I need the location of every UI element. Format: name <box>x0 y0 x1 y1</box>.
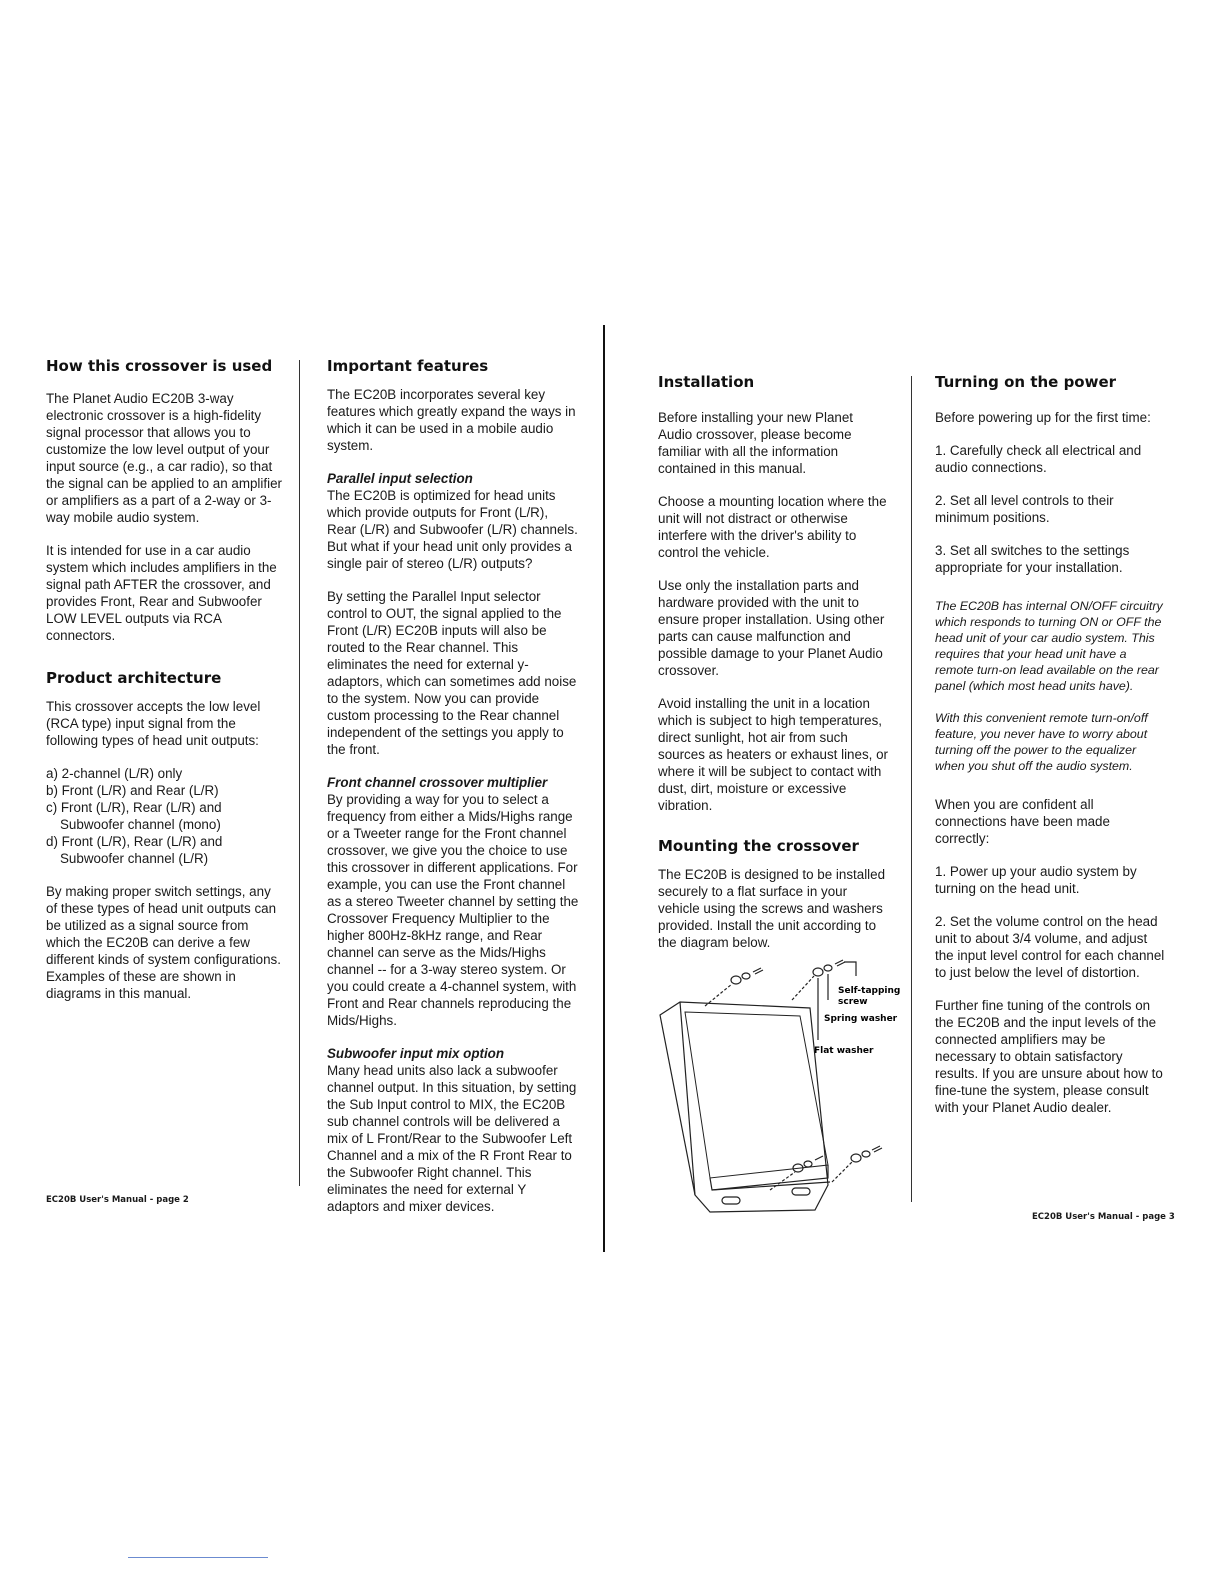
paragraph: When you are confident all connections have been made correctly: <box>935 797 1110 846</box>
paragraph: Before powering up for the first time: <box>935 410 1151 425</box>
step-set-volume: 2. Set the volume control on the head unit to about 3/4 volume, and adjust the input level control for each channel to just below the level of distortion. <box>935 914 1165 980</box>
mounting-diagram <box>650 950 905 1225</box>
paragraph: By providing a way for you to select a frequency from either a Mids/Highs range or a Tweeter range for the Front channel crossover, we give you the choice to use this crossover in different applications. For example, you can use the Front channel as a stereo Tweeter channel by setting the Crossover Frequency Multiplier to the higher 800Hz-8kHz range, and Rear channel can serve as the Mids/Highs channel -- for a 3-way stereo system. Or you could create a 4-channel system, with Front and Rear channels reproducing the Mids/Highs. <box>327 792 579 1028</box>
list-item: d) Front (L/R), Rear (L/R) and Subwoofer channel (L/R) <box>46 834 223 866</box>
heading-product-architecture: Product architecture <box>46 669 222 687</box>
label-self-tapping: Self-tapping <box>838 986 901 996</box>
head-unit-list <box>46 765 282 867</box>
screw-group-bottom-left <box>793 1156 823 1172</box>
label-spring-washer: Spring washer <box>824 1014 898 1024</box>
paragraph: By making proper switch settings, any of these types of head unit outputs can be utilized as a signal source from which the EC20B can derive a few different kinds of system configurations. Examples of these are shown in diagrams in this manual. <box>46 884 281 1001</box>
subheading-crossover-multiplier: Front channel crossover multiplier <box>327 775 548 790</box>
decorative-rule <box>128 1557 268 1558</box>
mounting-slot-right <box>792 1188 810 1195</box>
column-4 <box>935 374 1167 1132</box>
note-remote-turn-on: With this convenient remote turn-on/off feature, you never have to worry about turning off the power to the equalizer when you shut off the audio system. <box>935 711 1148 773</box>
step-2: 2. Set all level controls to their minimum positions. <box>935 493 1114 525</box>
list-item: b) Front (L/R) and Rear (L/R) <box>46 783 219 798</box>
step-power-up: 1. Power up your audio system by turning on the head unit. <box>935 864 1137 896</box>
heading-important-features: Important features <box>327 357 489 375</box>
center-fold-line <box>603 325 605 1252</box>
column-divider <box>911 376 912 1202</box>
column-3 <box>658 374 890 967</box>
screw-group-bottom-right <box>851 1146 882 1162</box>
list-item: a) 2-channel (L/R) only <box>46 766 183 781</box>
crossover-body <box>685 1012 828 1178</box>
heading-mounting: Mounting the crossover <box>658 837 859 855</box>
label-flat-washer: Flat washer <box>814 1046 874 1056</box>
subheading-parallel-input: Parallel input selection <box>327 471 473 486</box>
paragraph: Choose a mounting location where the unit will not distract or otherwise interfere with the driver's ability to control the vehicle. <box>658 494 887 560</box>
paragraph: The EC20B is designed to be installed securely to a flat surface in your vehicle using the screws and washers provided. Install the unit according to the diagram below. <box>658 867 886 950</box>
column-1 <box>46 358 282 1018</box>
paragraph: Use only the installation parts and hardware provided with the unit to ensure proper installation. Using other parts can cause malfunction and possible damage to your Planet Audio crossover. <box>658 578 885 678</box>
heading-turning-on-power: Turning on the power <box>935 373 1117 391</box>
paragraph: Further fine tuning of the controls on the EC20B and the input levels of the connected amplifiers may be necessary to obtain satisfactory results. If you are unsure about how to fine-tune the system, please consult with your Planet Audio dealer. <box>935 998 1163 1115</box>
heading-installation: Installation <box>658 373 755 391</box>
step-3: 3. Set all switches to the settings appropriate for your installation. <box>935 543 1130 575</box>
paragraph: Avoid installing the unit in a location which is subject to high temperatures, direct sunlight, hot air from such sources as heaters or exhaust lines, or where it will be subject to contact with dust, dirt, moisture or excessive vibration. <box>658 696 888 813</box>
paragraph: It is intended for use in a car audio system which includes amplifiers in the signal path AFTER the crossover, and provides Front, Rear and Subwoofer LOW LEVEL outputs via RCA connectors. <box>46 543 277 643</box>
paragraph: This crossover accepts the low level (RCA type) input signal from the following types of head unit outputs: <box>46 699 261 748</box>
mounting-slot-left <box>722 1197 740 1204</box>
paragraph: The EC20B is optimized for head units which provide outputs for Front (L/R), Rear (L/R) and Subwoofer (L/R) channels. But what if your head unit only provides a single pair of stereo (L/R) outputs? <box>327 488 578 571</box>
paragraph: Many head units also lack a subwoofer channel output. In this situation, by setting the Sub Input control to MIX, the EC20B sub channel controls will be delivered a mix of L Front/Rear to the Subwoofer Left Channel and a mix of the R Front Rear to the Subwoofer Right channel. This eliminates the need for external Y adaptors and mixer devices. <box>327 1063 577 1214</box>
label-screw: screw <box>838 997 868 1007</box>
note-internal-circuitry: The EC20B has internal ON/OFF circuitry which responds to turning ON or OFF the head unit of your car audio system. This requires that your head unit have a remote turn-on lead available on the rear panel (which most head units have). <box>935 599 1163 693</box>
list-item: c) Front (L/R), Rear (L/R) and Subwoofer channel (mono) <box>46 800 222 832</box>
paragraph: The EC20B incorporates several key features which greatly expand the ways in which it can be used in a mobile audio system. <box>327 387 576 453</box>
column-2 <box>327 358 579 1231</box>
screw-group-top-left <box>731 968 763 984</box>
footer-page-2: EC20B User's Manual - page 2 <box>46 1195 189 1205</box>
footer-page-3: EC20B User's Manual - page 3 <box>1032 1212 1175 1222</box>
subheading-subwoofer-mix: Subwoofer input mix option <box>327 1046 505 1061</box>
step-1: 1. Carefully check all electrical and audio connections. <box>935 443 1142 475</box>
paragraph: Before installing your new Planet Audio crossover, please become familiar with all the information contained in this manual. <box>658 410 854 476</box>
screw-group-top-right <box>813 960 845 976</box>
paragraph: The Planet Audio EC20B 3-way electronic crossover is a high-fidelity signal processor that allows you to customize the low level output of your input source (e.g., a car radio), so that the signal can be applied to an amplifier or amplifiers as a part of a 2-way or 3-way mobile audio system. <box>46 391 282 525</box>
heading-how-used: How this crossover is used <box>46 357 273 375</box>
column-divider <box>299 360 300 1186</box>
paragraph: By setting the Parallel Input selector control to OUT, the signal applied to the Front (L/R) EC20B inputs will also be routed to the Rear channel. This eliminates the need for external y-adaptors, which can sometimes add noise to the system. Now you can provide custom processing to the Rear channel independent of the settings you apply to the front. <box>327 589 577 757</box>
